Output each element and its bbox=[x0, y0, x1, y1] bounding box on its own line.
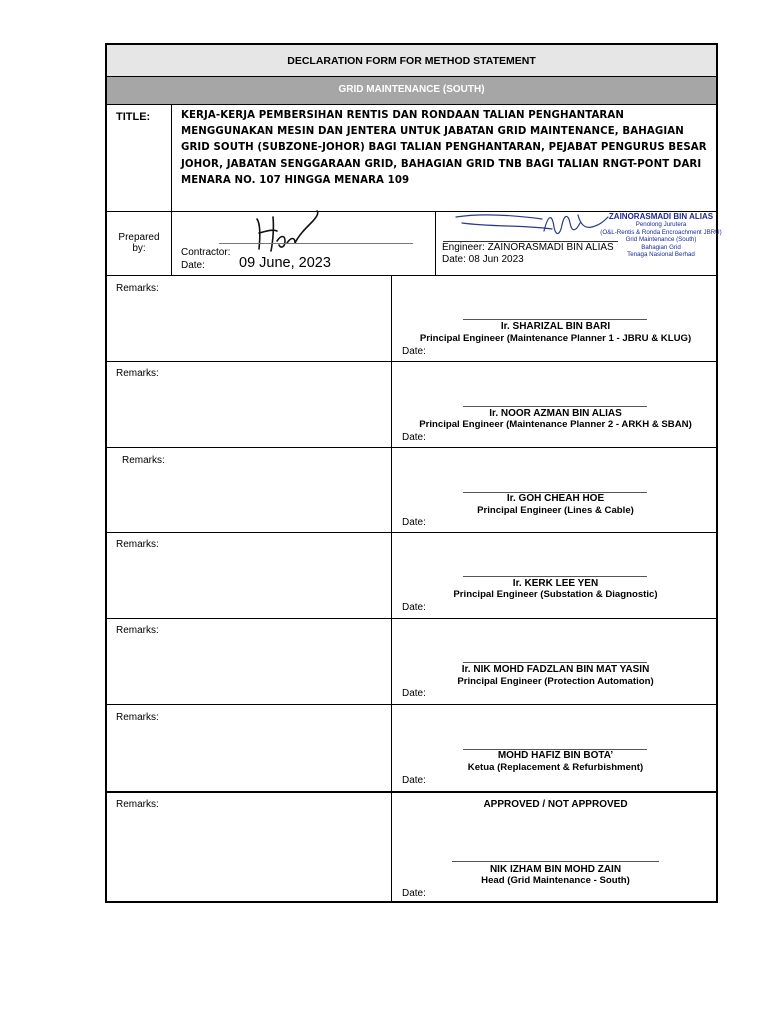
reviewer-name: Ir. SHARIZAL BIN BARI bbox=[500, 321, 611, 332]
reviewer-name: Ir. KERK LEE YEN bbox=[512, 578, 599, 589]
reviewer-role: Principal Engineer (Maintenance Planner 1 - JBRU & KLUG) bbox=[419, 333, 692, 344]
reviewer-name: MOHD HAFIZ BIN BOTA’ bbox=[497, 750, 614, 761]
divider bbox=[107, 275, 716, 276]
signature-line bbox=[452, 861, 659, 862]
remarks-label: Remarks: bbox=[116, 712, 159, 723]
date-label: Date: bbox=[402, 346, 426, 357]
reviewer-name: Ir. NOOR AZMAN BIN ALIAS bbox=[489, 408, 622, 419]
form-title: DECLARATION FORM FOR METHOD STATEMENT bbox=[107, 45, 716, 76]
engineer-name-line: Engineer: ZAINORASMADI BIN ALIAS bbox=[442, 242, 614, 253]
signature-line bbox=[463, 662, 647, 663]
department-banner: GRID MAINTENANCE (SOUTH) bbox=[107, 76, 716, 104]
divider bbox=[107, 361, 716, 362]
date-label: Date: bbox=[402, 602, 426, 613]
divider bbox=[107, 447, 716, 448]
remarks-label: Remarks: bbox=[116, 799, 159, 810]
remarks-label: Remarks: bbox=[122, 455, 165, 466]
reviewer-role: Principal Engineer (Lines & Cable) bbox=[477, 505, 634, 516]
contractor-date-label: Date: bbox=[181, 260, 205, 271]
remarks-label: Remarks: bbox=[116, 368, 159, 379]
divider bbox=[171, 104, 172, 275]
prepared-by-label: Prepared by: bbox=[118, 232, 160, 254]
date-label: Date: bbox=[402, 775, 426, 786]
date-label: Date: bbox=[402, 432, 426, 443]
declaration-form bbox=[105, 43, 722, 903]
approval-status: APPROVED / NOT APPROVED bbox=[483, 799, 628, 810]
divider bbox=[107, 618, 716, 619]
reviewer-name: Ir. NIK MOHD FADZLAN BIN MAT YASIN bbox=[461, 664, 650, 675]
divider bbox=[107, 532, 716, 533]
contractor-date: 09 June, 2023 bbox=[239, 255, 331, 271]
date-label: Date: bbox=[402, 688, 426, 699]
contractor-signature bbox=[247, 209, 337, 255]
method-statement-title: KERJA-KERJA PEMBERSIHAN RENTIS DAN RONDAAN TALIAN PENGHANTARAN MENGGUNAKAN MESIN DAN JENTERA UNTUK JABATAN GRID MAINTENANCE, BAHAGIAN GRID SOUTH (SUBZONE-JOHOR) BAGI TALIAN PENGHANTARAN, PEJABAT PENGURUS BESAR JOHOR, JABATAN SENGGARAAN GRID, BAHAGIAN GRID TNB BAGI TALIAN RNGT-PONT DARI MENARA NO. 107 HINGGA MENARA 109 bbox=[181, 110, 707, 186]
reviewer-role: Principal Engineer (Protection Automation) bbox=[457, 676, 654, 687]
reviewer-role: Principal Engineer (Maintenance Planner 2 - ARKH & SBAN) bbox=[419, 419, 692, 430]
contractor-label: Contractor: bbox=[181, 247, 231, 258]
engineer-date: Date: 08 Jun 2023 bbox=[442, 254, 524, 265]
signature-line bbox=[463, 576, 647, 577]
divider bbox=[435, 211, 436, 275]
engineer-stamp: ZAINORASMADI BIN ALIAS Penolong Jurutera (O&L-Rentis & Ronda Encroachment JBRU) Grid Maintenance (South) Bahagian Grid Tenaga Nasional Berhad bbox=[600, 212, 722, 258]
remarks-label: Remarks: bbox=[116, 283, 159, 294]
divider bbox=[107, 76, 716, 77]
reviewer-name: Ir. GOH CHEAH HOE bbox=[506, 493, 605, 504]
contractor-signature-line bbox=[219, 243, 413, 244]
approver-name: NIK IZHAM BIN MOHD ZAIN bbox=[489, 864, 622, 875]
divider bbox=[107, 791, 716, 793]
date-label: Date: bbox=[402, 888, 426, 899]
divider bbox=[107, 704, 716, 705]
reviewer-role: Principal Engineer (Substation & Diagnostic) bbox=[453, 589, 658, 600]
date-label: Date: bbox=[402, 517, 426, 528]
reviewer-role: Ketua (Replacement & Refurbishment) bbox=[467, 762, 644, 773]
remarks-label: Remarks: bbox=[116, 539, 159, 550]
signature-line bbox=[463, 406, 647, 407]
approver-role: Head (Grid Maintenance - South) bbox=[481, 875, 630, 886]
remarks-label: Remarks: bbox=[116, 625, 159, 636]
title-label: TITLE: bbox=[116, 111, 151, 123]
divider bbox=[107, 104, 716, 105]
signature-line bbox=[463, 319, 647, 320]
